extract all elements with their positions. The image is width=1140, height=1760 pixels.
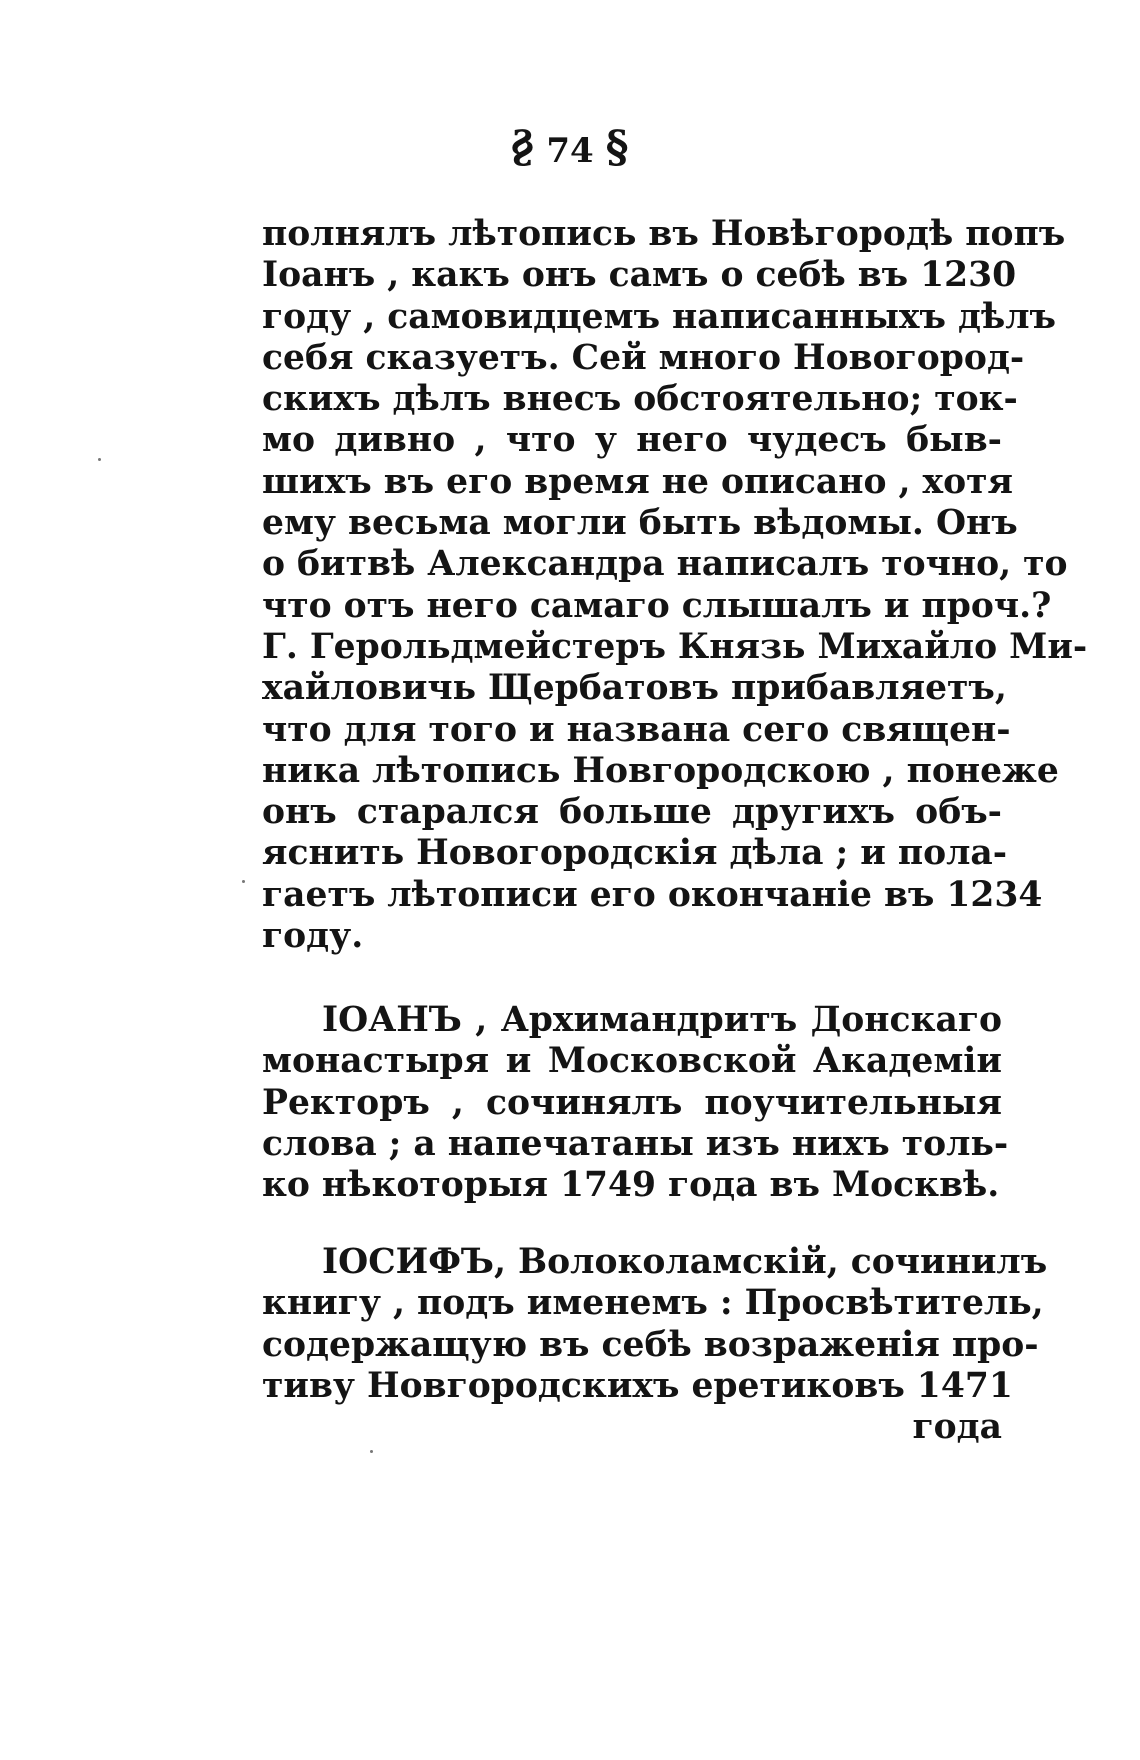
text-line: ІОАНЪ , Архимандритъ Донскаго (322, 1000, 1002, 1040)
text-line: полнялъ лѣтопись въ Новѣгородѣ попъ (262, 214, 1066, 254)
text-line: слова ; а напечатаны изъ нихъ толь- (262, 1123, 1009, 1164)
text-line: шихъ въ его время не описано , хотя (262, 461, 1013, 502)
text-line: яснить Новогородскія дѣла ; и пола- (262, 833, 1008, 874)
text-line: книгу , подъ именемъ : Просвѣтитель, (262, 1283, 1044, 1324)
text-line: хайловичь Щербатовъ прибавляетъ, (262, 668, 1007, 709)
catchword: года (912, 1407, 1002, 1448)
text-line: скихъ дѣлъ внесъ обстоятельно; ток- (262, 379, 1018, 420)
text-line: году , самовидцемъ написанныхъ дѣлъ (262, 296, 1057, 337)
speck-mark (242, 880, 245, 883)
text-line: что отъ него самаго слышалъ и проч.? (262, 585, 1052, 626)
text-line: себя сказуетъ. Сей много Новогород- (262, 337, 1025, 378)
text-line: онъ старался больше другихъ объ- (262, 792, 1002, 833)
speck-mark (370, 1450, 373, 1453)
text-line: году. (262, 916, 364, 957)
text-line: ему весьма могли быть вѣдомы. Онъ (262, 503, 1018, 544)
paragraph-1 (262, 214, 1088, 957)
speck-mark (98, 458, 101, 461)
text-line: ІОСИФЪ, Волоколамскій, сочинилъ (322, 1242, 1048, 1282)
ornament-right-icon: § (605, 122, 629, 173)
page-header (0, 122, 1140, 173)
text-line: монастыря и Московской Академіи (262, 1041, 1002, 1082)
text-line: Іоанъ , какъ онъ самъ о себѣ въ 1230 (262, 255, 1017, 296)
text-line: Г. Герольдмейстеръ Князь Михайло Ми- (262, 626, 1088, 667)
ornament-left-icon: § (511, 122, 535, 173)
text-line: ника лѣтопись Новгородскою , понеже (262, 750, 1059, 791)
paragraph-2 (262, 1000, 1009, 1206)
paragraph-3 (262, 1242, 1048, 1448)
text-line: что для того и названа сего священ- (262, 709, 1011, 750)
text-line: тиву Новгородскихъ еретиковъ 1471 (262, 1365, 1013, 1406)
text-line: мо дивно , что у него чудесъ быв- (262, 420, 1002, 461)
text-line: гаетъ лѣтописи его окончаніе въ 1234 (262, 874, 1043, 915)
text-line: Ректоръ , сочинялъ поучительныя (262, 1082, 1002, 1123)
text-line: ко нѣкоторыя 1749 года въ Москвѣ. (262, 1165, 1000, 1206)
text-line: содержащую въ себѣ возраженія про- (262, 1324, 1039, 1365)
text-line: о битвѣ Александра написалъ точно, то (262, 544, 1068, 585)
page-number: 74 (546, 131, 594, 171)
